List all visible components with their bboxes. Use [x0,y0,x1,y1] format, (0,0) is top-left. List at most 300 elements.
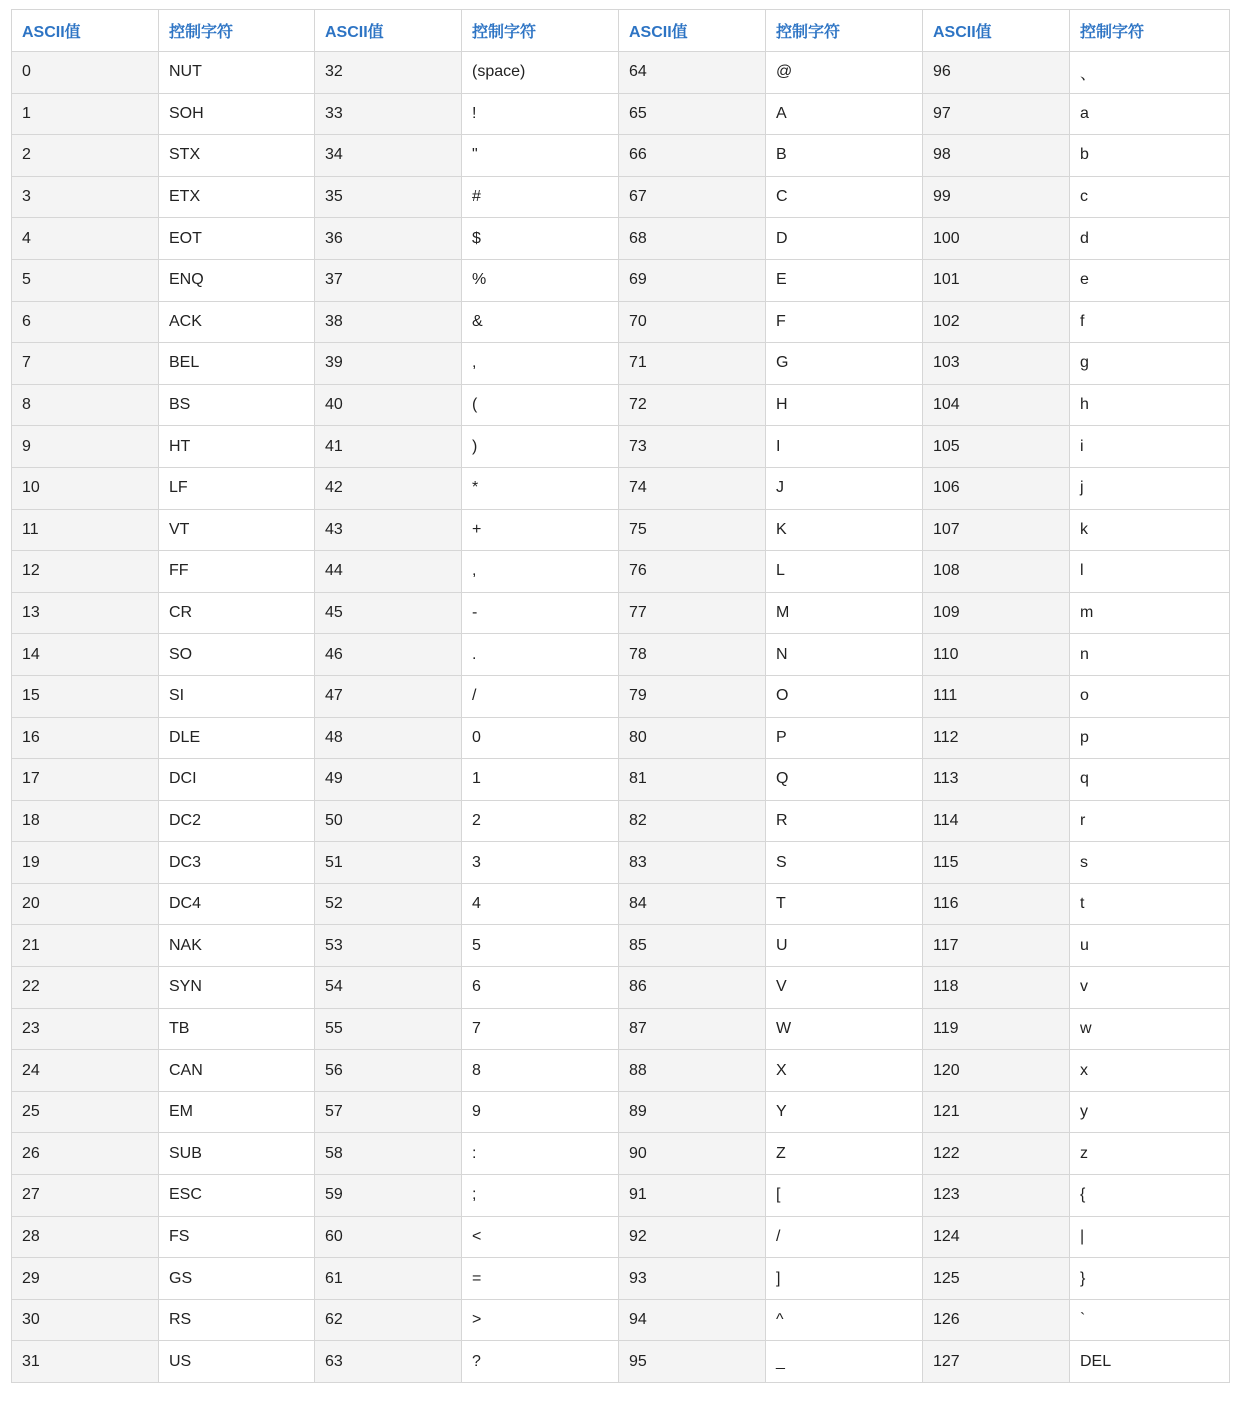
ascii-value-cell: 114 [923,800,1070,842]
ascii-value-cell: 23 [12,1008,159,1050]
control-char-cell: q [1070,759,1230,801]
control-char-cell: RS [159,1299,315,1341]
control-char-cell: 1 [462,759,619,801]
ascii-value-cell: 109 [923,592,1070,634]
ascii-value-cell: 72 [619,384,766,426]
control-char-cell: d [1070,218,1230,260]
ascii-value-cell: 123 [923,1175,1070,1217]
table-row [12,52,1230,94]
control-char-cell: V [766,967,923,1009]
ascii-value-cell: 85 [619,925,766,967]
control-char-cell: s [1070,842,1230,884]
table-row [12,883,1230,925]
control-char-cell: @ [766,52,923,94]
control-char-cell: / [766,1216,923,1258]
table-row [12,176,1230,218]
control-char-cell: ACK [159,301,315,343]
table-body [12,52,1230,1383]
ascii-value-cell: 42 [315,467,462,509]
ascii-value-cell: 106 [923,467,1070,509]
table-row [12,592,1230,634]
ascii-value-cell: 89 [619,1091,766,1133]
header-control-char: 控制字符 [1070,10,1230,52]
ascii-value-cell: 9 [12,426,159,468]
control-char-cell: } [1070,1258,1230,1300]
control-char-cell: EOT [159,218,315,260]
ascii-value-cell: 25 [12,1091,159,1133]
ascii-value-cell: 35 [315,176,462,218]
ascii-value-cell: 70 [619,301,766,343]
ascii-value-cell: 58 [315,1133,462,1175]
table-row [12,925,1230,967]
ascii-value-cell: 29 [12,1258,159,1300]
control-char-cell: f [1070,301,1230,343]
ascii-value-cell: 43 [315,509,462,551]
ascii-value-cell: 50 [315,800,462,842]
control-char-cell: DC3 [159,842,315,884]
ascii-value-cell: 125 [923,1258,1070,1300]
control-char-cell: NAK [159,925,315,967]
ascii-value-cell: 32 [315,52,462,94]
control-char-cell: Z [766,1133,923,1175]
ascii-value-cell: 75 [619,509,766,551]
control-char-cell: m [1070,592,1230,634]
control-char-cell: ENQ [159,259,315,301]
control-char-cell: 5 [462,925,619,967]
control-char-cell: i [1070,426,1230,468]
control-char-cell: SI [159,675,315,717]
ascii-value-cell: 99 [923,176,1070,218]
control-char-cell: h [1070,384,1230,426]
table-row [12,967,1230,1009]
ascii-value-cell: 121 [923,1091,1070,1133]
ascii-value-cell: 59 [315,1175,462,1217]
ascii-value-cell: 53 [315,925,462,967]
ascii-value-cell: 2 [12,135,159,177]
control-char-cell: y [1070,1091,1230,1133]
table-row [12,717,1230,759]
control-char-cell: { [1070,1175,1230,1217]
control-char-cell: < [462,1216,619,1258]
control-char-cell: N [766,634,923,676]
control-char-cell: W [766,1008,923,1050]
control-char-cell: EM [159,1091,315,1133]
control-char-cell: : [462,1133,619,1175]
ascii-value-cell: 60 [315,1216,462,1258]
control-char-cell: I [766,426,923,468]
control-char-cell: FS [159,1216,315,1258]
control-char-cell: w [1070,1008,1230,1050]
ascii-value-cell: 122 [923,1133,1070,1175]
table-row [12,1258,1230,1300]
ascii-value-cell: 61 [315,1258,462,1300]
ascii-value-cell: 55 [315,1008,462,1050]
ascii-table [11,9,1230,1383]
ascii-value-cell: 48 [315,717,462,759]
ascii-value-cell: 127 [923,1341,1070,1383]
ascii-value-cell: 97 [923,93,1070,135]
control-char-cell: B [766,135,923,177]
table-row [12,218,1230,260]
ascii-value-cell: 40 [315,384,462,426]
control-char-cell: ) [462,426,619,468]
table-row [12,800,1230,842]
control-char-cell: [ [766,1175,923,1217]
ascii-value-cell: 45 [315,592,462,634]
ascii-value-cell: 96 [923,52,1070,94]
ascii-value-cell: 0 [12,52,159,94]
control-char-cell: T [766,883,923,925]
ascii-value-cell: 103 [923,343,1070,385]
ascii-value-cell: 30 [12,1299,159,1341]
ascii-value-cell: 115 [923,842,1070,884]
table-row [12,1133,1230,1175]
header-control-char: 控制字符 [462,10,619,52]
ascii-value-cell: 86 [619,967,766,1009]
ascii-value-cell: 117 [923,925,1070,967]
table-row [12,1341,1230,1383]
control-char-cell: J [766,467,923,509]
ascii-value-cell: 126 [923,1299,1070,1341]
control-char-cell: - [462,592,619,634]
ascii-value-cell: 33 [315,93,462,135]
ascii-value-cell: 118 [923,967,1070,1009]
ascii-value-cell: 73 [619,426,766,468]
ascii-value-cell: 27 [12,1175,159,1217]
ascii-value-cell: 41 [315,426,462,468]
ascii-value-cell: 108 [923,551,1070,593]
ascii-value-cell: 12 [12,551,159,593]
ascii-value-cell: 74 [619,467,766,509]
control-char-cell: M [766,592,923,634]
control-char-cell: e [1070,259,1230,301]
ascii-value-cell: 3 [12,176,159,218]
control-char-cell: " [462,135,619,177]
ascii-value-cell: 34 [315,135,462,177]
control-char-cell: r [1070,800,1230,842]
table-row [12,509,1230,551]
ascii-value-cell: 107 [923,509,1070,551]
ascii-value-cell: 113 [923,759,1070,801]
ascii-value-cell: 76 [619,551,766,593]
ascii-value-cell: 69 [619,259,766,301]
ascii-value-cell: 37 [315,259,462,301]
ascii-value-cell: 112 [923,717,1070,759]
ascii-value-cell: 66 [619,135,766,177]
ascii-value-cell: 71 [619,343,766,385]
control-char-cell: DEL [1070,1341,1230,1383]
ascii-value-cell: 28 [12,1216,159,1258]
ascii-value-cell: 36 [315,218,462,260]
ascii-value-cell: 67 [619,176,766,218]
ascii-value-cell: 52 [315,883,462,925]
control-char-cell: SOH [159,93,315,135]
control-char-cell: k [1070,509,1230,551]
control-char-cell: F [766,301,923,343]
control-char-cell: G [766,343,923,385]
control-char-cell: ? [462,1341,619,1383]
ascii-value-cell: 19 [12,842,159,884]
ascii-value-cell: 119 [923,1008,1070,1050]
ascii-value-cell: 77 [619,592,766,634]
table-header [12,10,1230,52]
control-char-cell: n [1070,634,1230,676]
ascii-value-cell: 104 [923,384,1070,426]
control-char-cell: CR [159,592,315,634]
ascii-value-cell: 110 [923,634,1070,676]
ascii-value-cell: 21 [12,925,159,967]
ascii-value-cell: 31 [12,1341,159,1383]
ascii-value-cell: 47 [315,675,462,717]
ascii-value-cell: 38 [315,301,462,343]
table-row [12,343,1230,385]
ascii-value-cell: 11 [12,509,159,551]
ascii-value-cell: 92 [619,1216,766,1258]
ascii-value-cell: 56 [315,1050,462,1092]
ascii-value-cell: 94 [619,1299,766,1341]
control-char-cell: BEL [159,343,315,385]
control-char-cell: 8 [462,1050,619,1092]
header-ascii-value: ASCII值 [315,10,462,52]
ascii-value-cell: 10 [12,467,159,509]
ascii-value-cell: 120 [923,1050,1070,1092]
control-char-cell: STX [159,135,315,177]
control-char-cell: X [766,1050,923,1092]
control-char-cell: U [766,925,923,967]
header-ascii-value: ASCII值 [923,10,1070,52]
control-char-cell: v [1070,967,1230,1009]
ascii-value-cell: 4 [12,218,159,260]
ascii-value-cell: 63 [315,1341,462,1383]
control-char-cell: $ [462,218,619,260]
control-char-cell: ETX [159,176,315,218]
control-char-cell: 6 [462,967,619,1009]
control-char-cell: 、 [1070,52,1230,94]
control-char-cell: SYN [159,967,315,1009]
ascii-value-cell: 100 [923,218,1070,260]
control-char-cell: A [766,93,923,135]
control-char-cell: SUB [159,1133,315,1175]
table-row [12,426,1230,468]
ascii-value-cell: 101 [923,259,1070,301]
table-row [12,675,1230,717]
control-char-cell: _ [766,1341,923,1383]
control-char-cell: l [1070,551,1230,593]
control-char-cell: . [462,634,619,676]
table-row [12,1091,1230,1133]
control-char-cell: g [1070,343,1230,385]
control-char-cell: P [766,717,923,759]
ascii-value-cell: 83 [619,842,766,884]
control-char-cell: z [1070,1133,1230,1175]
ascii-value-cell: 8 [12,384,159,426]
control-char-cell: Q [766,759,923,801]
ascii-value-cell: 62 [315,1299,462,1341]
ascii-value-cell: 88 [619,1050,766,1092]
control-char-cell: DC4 [159,883,315,925]
control-char-cell: b [1070,135,1230,177]
ascii-value-cell: 124 [923,1216,1070,1258]
control-char-cell: TB [159,1008,315,1050]
control-char-cell: E [766,259,923,301]
table-row [12,1216,1230,1258]
control-char-cell: 0 [462,717,619,759]
control-char-cell: US [159,1341,315,1383]
ascii-value-cell: 26 [12,1133,159,1175]
control-char-cell: u [1070,925,1230,967]
control-char-cell: o [1070,675,1230,717]
control-char-cell: DC2 [159,800,315,842]
control-char-cell: DCI [159,759,315,801]
control-char-cell: CAN [159,1050,315,1092]
ascii-value-cell: 111 [923,675,1070,717]
table-row [12,1299,1230,1341]
control-char-cell: HT [159,426,315,468]
ascii-value-cell: 57 [315,1091,462,1133]
ascii-value-cell: 87 [619,1008,766,1050]
control-char-cell: x [1070,1050,1230,1092]
control-char-cell: S [766,842,923,884]
ascii-value-cell: 24 [12,1050,159,1092]
control-char-cell: | [1070,1216,1230,1258]
ascii-value-cell: 5 [12,259,159,301]
ascii-value-cell: 80 [619,717,766,759]
ascii-value-cell: 22 [12,967,159,1009]
control-char-cell: % [462,259,619,301]
ascii-value-cell: 13 [12,592,159,634]
ascii-value-cell: 78 [619,634,766,676]
ascii-value-cell: 7 [12,343,159,385]
header-control-char: 控制字符 [159,10,315,52]
control-char-cell: D [766,218,923,260]
header-ascii-value: ASCII值 [619,10,766,52]
ascii-value-cell: 95 [619,1341,766,1383]
ascii-value-cell: 116 [923,883,1070,925]
control-char-cell: LF [159,467,315,509]
table-row [12,135,1230,177]
ascii-value-cell: 51 [315,842,462,884]
table-row [12,1008,1230,1050]
ascii-value-cell: 16 [12,717,159,759]
ascii-value-cell: 54 [315,967,462,1009]
ascii-value-cell: 93 [619,1258,766,1300]
ascii-value-cell: 84 [619,883,766,925]
control-char-cell: ESC [159,1175,315,1217]
control-char-cell: = [462,1258,619,1300]
ascii-value-cell: 91 [619,1175,766,1217]
control-char-cell: / [462,675,619,717]
control-char-cell: + [462,509,619,551]
control-char-cell: BS [159,384,315,426]
control-char-cell: , [462,343,619,385]
ascii-value-cell: 39 [315,343,462,385]
ascii-value-cell: 102 [923,301,1070,343]
control-char-cell: L [766,551,923,593]
ascii-value-cell: 20 [12,883,159,925]
control-char-cell: # [462,176,619,218]
ascii-value-cell: 90 [619,1133,766,1175]
ascii-value-cell: 44 [315,551,462,593]
control-char-cell: Y [766,1091,923,1133]
table-row [12,301,1230,343]
ascii-value-cell: 81 [619,759,766,801]
ascii-value-cell: 18 [12,800,159,842]
control-char-cell: C [766,176,923,218]
header-control-char: 控制字符 [766,10,923,52]
ascii-value-cell: 1 [12,93,159,135]
control-char-cell: 9 [462,1091,619,1133]
control-char-cell: ^ [766,1299,923,1341]
control-char-cell: c [1070,176,1230,218]
control-char-cell: H [766,384,923,426]
control-char-cell: K [766,509,923,551]
control-char-cell: R [766,800,923,842]
control-char-cell: > [462,1299,619,1341]
ascii-value-cell: 6 [12,301,159,343]
table-row [12,842,1230,884]
control-char-cell: * [462,467,619,509]
table-row [12,551,1230,593]
ascii-value-cell: 82 [619,800,766,842]
control-char-cell: 3 [462,842,619,884]
header-ascii-value: ASCII值 [12,10,159,52]
table-row [12,1050,1230,1092]
control-char-cell: GS [159,1258,315,1300]
control-char-cell: , [462,551,619,593]
table-row [12,759,1230,801]
control-char-cell: j [1070,467,1230,509]
ascii-value-cell: 15 [12,675,159,717]
control-char-cell: DLE [159,717,315,759]
control-char-cell: a [1070,93,1230,135]
control-char-cell: 2 [462,800,619,842]
control-char-cell: FF [159,551,315,593]
control-char-cell: ! [462,93,619,135]
control-char-cell: ( [462,384,619,426]
ascii-value-cell: 98 [923,135,1070,177]
control-char-cell: O [766,675,923,717]
ascii-value-cell: 68 [619,218,766,260]
control-char-cell: t [1070,883,1230,925]
control-char-cell: ] [766,1258,923,1300]
ascii-value-cell: 14 [12,634,159,676]
table-row [12,467,1230,509]
ascii-value-cell: 105 [923,426,1070,468]
control-char-cell: ; [462,1175,619,1217]
control-char-cell: p [1070,717,1230,759]
table-row [12,1175,1230,1217]
control-char-cell: & [462,301,619,343]
control-char-cell: SO [159,634,315,676]
ascii-value-cell: 49 [315,759,462,801]
header-row [12,10,1230,52]
control-char-cell: 7 [462,1008,619,1050]
control-char-cell: 4 [462,883,619,925]
control-char-cell: VT [159,509,315,551]
ascii-value-cell: 65 [619,93,766,135]
ascii-value-cell: 64 [619,52,766,94]
table-row [12,259,1230,301]
control-char-cell: ` [1070,1299,1230,1341]
table-row [12,384,1230,426]
control-char-cell: NUT [159,52,315,94]
ascii-table-container [11,9,1229,1383]
ascii-value-cell: 46 [315,634,462,676]
ascii-value-cell: 17 [12,759,159,801]
control-char-cell: (space) [462,52,619,94]
table-row [12,93,1230,135]
ascii-value-cell: 79 [619,675,766,717]
